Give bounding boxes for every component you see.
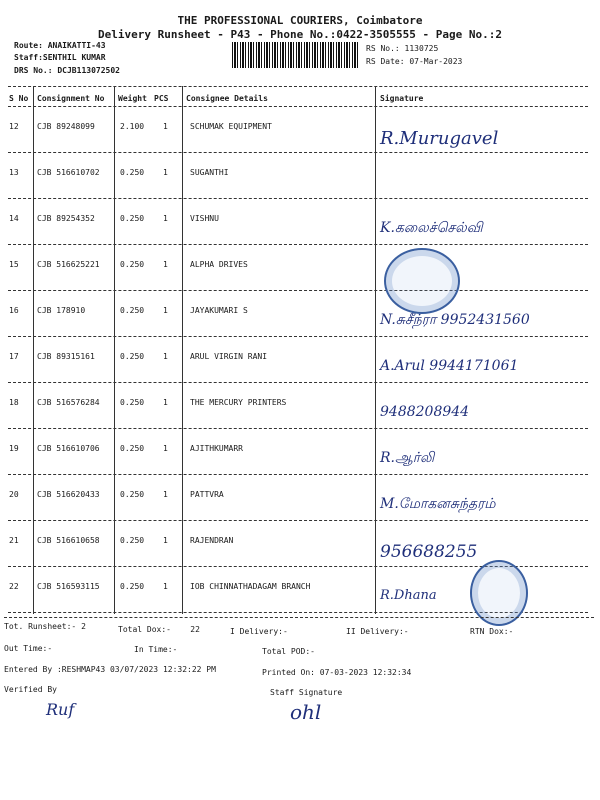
row-consignee: AJITHKUMARR <box>190 444 243 453</box>
drs-value: DCJB113072502 <box>57 66 120 75</box>
row-consignee: RAJENDRAN <box>190 536 234 545</box>
row-pcs: 1 <box>163 260 168 269</box>
row-pcs: 1 <box>163 306 168 315</box>
row-pcs: 1 <box>163 352 168 361</box>
col-divider <box>375 86 376 614</box>
row-weight: 0.250 <box>120 490 145 499</box>
footer-rule <box>4 617 594 618</box>
total-dox-row <box>118 625 200 634</box>
route-value: ANAIKATTI-43 <box>47 41 106 50</box>
row-sno: 21 <box>9 536 19 545</box>
row-weight: 0.250 <box>120 582 145 591</box>
row-signature: R.Dhana <box>380 588 437 603</box>
row-sno: 15 <box>9 260 19 269</box>
row-sno: 20 <box>9 490 19 499</box>
row-consignee: JAYAKUMARI S <box>190 306 248 315</box>
total-pod: Total POD:- <box>262 647 315 656</box>
col-header-pcs: PCS <box>154 94 169 103</box>
barcode-image <box>232 42 360 68</box>
row-consignee: SCHUMAK EQUIPMENT <box>190 122 272 131</box>
row-pcs: 1 <box>163 122 168 131</box>
row-weight: 2.100 <box>120 122 145 131</box>
row-divider <box>8 290 588 291</box>
row-pcs: 1 <box>163 168 168 177</box>
row-consignee: VISHNU <box>190 214 219 223</box>
row-divider <box>8 336 588 337</box>
col-divider <box>114 86 115 614</box>
row-consignee: SUGANTHI <box>190 168 229 177</box>
col-header-signature: Signature <box>380 94 424 103</box>
row-weight: 0.250 <box>120 260 145 269</box>
rs-no-value: 1130725 <box>404 44 439 53</box>
tot-runsheet: Tot. Runsheet:- 2 <box>4 622 86 631</box>
total-dox-label: Total Dox:- <box>118 625 171 634</box>
row-divider <box>8 198 588 199</box>
drs-label: DRS No.: <box>14 66 53 75</box>
staff-row <box>14 53 106 62</box>
row-consignment-no: CJB 89248099 <box>37 122 95 131</box>
row-consignee: THE MERCURY PRINTERS <box>190 398 287 407</box>
row-pcs: 1 <box>163 214 168 223</box>
row-divider <box>8 520 588 521</box>
staff-signature-label: Staff Signature <box>270 688 343 697</box>
col-divider <box>33 86 34 614</box>
row-consignment-no: CJB 516576284 <box>37 398 100 407</box>
row-divider <box>8 152 588 153</box>
row-consignment-no: CJB 516593115 <box>37 582 100 591</box>
table-top-rule <box>8 86 588 87</box>
row-consignment-no: CJB 516620433 <box>37 490 100 499</box>
row-divider <box>8 428 588 429</box>
rs-no-label: RS No.: <box>366 44 400 53</box>
row-weight: 0.250 <box>120 168 145 177</box>
verified-by-label: Verified By <box>4 685 57 694</box>
entered-by: Entered By :RESHMAP43 03/07/2023 12:32:22 PM <box>4 665 216 674</box>
route-label: Route: <box>14 41 43 50</box>
row-sno: 12 <box>9 122 19 131</box>
staff-label: Staff: <box>14 53 43 62</box>
row-sno: 14 <box>9 214 19 223</box>
row-divider <box>8 474 588 475</box>
row-weight: 0.250 <box>120 398 145 407</box>
row-consignment-no: CJB 89315161 <box>37 352 95 361</box>
row-signature: A.Arul 9944171061 <box>380 358 519 374</box>
row-sno: 13 <box>9 168 19 177</box>
row-sno: 22 <box>9 582 19 591</box>
rs-date-row <box>366 57 462 66</box>
row-sno: 19 <box>9 444 19 453</box>
staff-value: SENTHIL KUMAR <box>42 53 106 62</box>
row-consignee: ARUL VIRGIN RANI <box>190 352 268 361</box>
row-consignee: IOB CHINNATHADAGAM BRANCH <box>190 582 311 591</box>
company-seal-stamp <box>384 248 460 314</box>
row-weight: 0.250 <box>120 352 145 361</box>
rs-no-row <box>366 44 438 53</box>
row-weight: 0.250 <box>120 536 145 545</box>
drs-row <box>14 66 120 75</box>
row-sno: 16 <box>9 306 19 315</box>
total-dox-value: 22 <box>190 625 200 634</box>
row-weight: 0.250 <box>120 214 145 223</box>
rs-date-label: RS Date: <box>366 57 405 66</box>
rtn-dox: RTN Dox:- <box>470 627 514 636</box>
row-signature: K.கலைச்செல்வி <box>380 220 483 236</box>
in-time: In Time:- <box>134 645 178 654</box>
row-sno: 18 <box>9 398 19 407</box>
out-time: Out Time:- <box>4 644 53 653</box>
runsheet-subtitle: Delivery Runsheet - P43 - Phone No.:0422-3505555 - Page No.:2 <box>98 28 502 41</box>
staff-signature: ohl <box>290 700 322 724</box>
row-sno: 17 <box>9 352 19 361</box>
row-pcs: 1 <box>163 582 168 591</box>
col-header-weight: Weight <box>118 94 147 103</box>
row-signature: R.Murugavel <box>380 128 499 149</box>
ii-delivery: II Delivery:- <box>346 627 409 636</box>
row-divider <box>8 244 588 245</box>
row-pcs: 1 <box>163 490 168 499</box>
row-pcs: 1 <box>163 398 168 407</box>
row-consignment-no: CJB 89254352 <box>37 214 95 223</box>
row-signature: R.ஆர்லி <box>380 450 435 466</box>
col-header-consignee: Consignee Details <box>186 94 268 103</box>
row-signature: M.மோகனசுந்தரம் <box>380 496 496 512</box>
col-header-consignment: Consignment No <box>37 94 105 103</box>
row-signature: 9488208944 <box>380 404 470 420</box>
row-weight: 0.250 <box>120 306 145 315</box>
col-header-sno: S No <box>9 94 29 103</box>
row-consignment-no: CJB 516625221 <box>37 260 100 269</box>
company-title: THE PROFESSIONAL COURIERS, Coimbatore <box>177 14 423 27</box>
col-divider <box>182 86 183 614</box>
printed-on: Printed On: 07-03-2023 12:32:34 <box>262 668 412 677</box>
row-consignee: ALPHA DRIVES <box>190 260 248 269</box>
row-consignee: PATTVRA <box>190 490 224 499</box>
row-divider <box>8 382 588 383</box>
route-row <box>14 41 106 50</box>
table-header-rule <box>8 106 588 107</box>
verifier-signature: Ruf <box>46 700 75 719</box>
row-signature: N.சுசீந்ரா 9952431560 <box>380 312 530 328</box>
row-consignment-no: CJB 516610658 <box>37 536 100 545</box>
i-delivery: I Delivery:- <box>230 627 288 636</box>
row-consignment-no: CJB 516610706 <box>37 444 100 453</box>
row-consignment-no: CJB 178910 <box>37 306 86 315</box>
row-signature: 956688255 <box>380 542 478 562</box>
row-pcs: 1 <box>163 444 168 453</box>
row-pcs: 1 <box>163 536 168 545</box>
row-consignment-no: CJB 516610702 <box>37 168 100 177</box>
row-weight: 0.250 <box>120 444 145 453</box>
rs-date-value: 07-Mar-2023 <box>409 57 463 66</box>
